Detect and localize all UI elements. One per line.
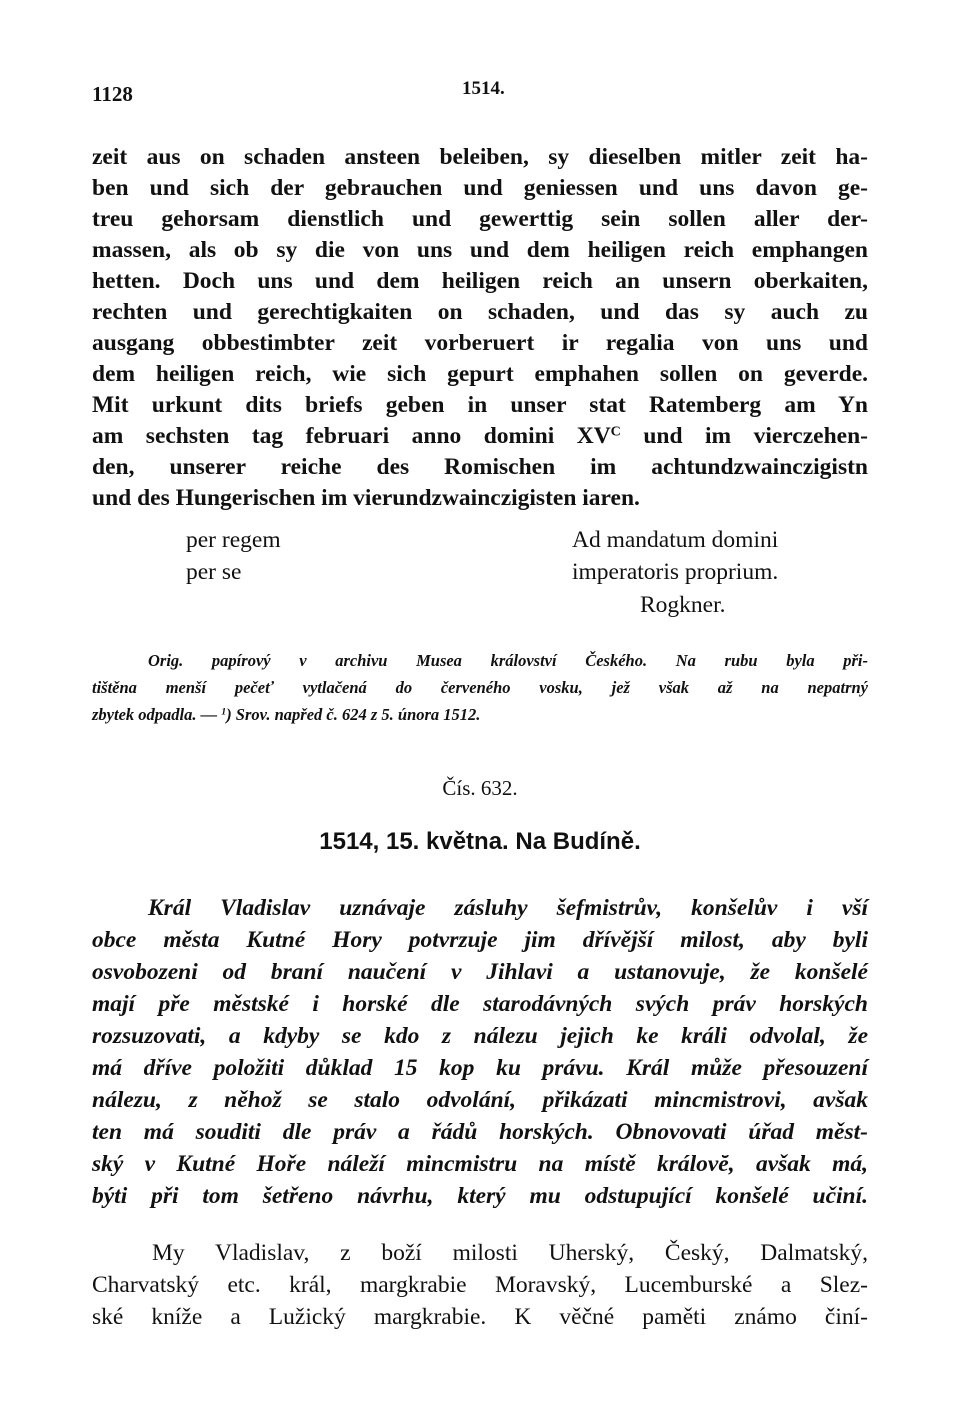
note-line bbox=[92, 701, 868, 728]
summary-line: mají pře městské i horské dle starodávných svých práv horských bbox=[92, 991, 868, 1017]
charter-line: ské kníže a Lužický margkrabie. K věčné paměti známo činí- bbox=[92, 1304, 868, 1330]
text-line: dem heiligen reich, wie sich gepurt emphahen sollen on geverde. bbox=[92, 361, 868, 387]
text-line: hetten. Doch uns und dem heiligen reich an unsern oberkaiten, bbox=[92, 268, 868, 294]
summary-line: má dříve položiti důklad 15 kop ku právu. Král může přesouzení bbox=[92, 1055, 868, 1081]
footnote-marker: 1 bbox=[221, 706, 227, 718]
text-line: und des Hungerischen im vierundzwainczigisten iaren. bbox=[92, 485, 640, 511]
german-text bbox=[92, 142, 868, 514]
text-segment: und im vierczehen- bbox=[620, 423, 868, 449]
text-line: treu gehorsam dienstlich und gewerttig sein sollen aller der- bbox=[92, 206, 868, 232]
signatory-name: Rogkner. bbox=[640, 592, 726, 618]
note-line: tištěna menší pečeť vytlačená do červeného vosku, jež však až na nepatrný bbox=[92, 678, 868, 697]
running-head: 1514. bbox=[462, 78, 505, 99]
text-segment: am sechsten tag februari anno domini XV bbox=[92, 423, 611, 449]
page-number: 1128 bbox=[92, 82, 133, 106]
charter-line: My Vladislav, z boží milosti Uherský, Český, Dalmatský, bbox=[152, 1240, 868, 1266]
charter-text bbox=[92, 1237, 868, 1333]
text-line: Mit urkunt dits briefs geben in unser stat Ratemberg am Yn bbox=[92, 392, 868, 418]
text-line: zeit aus on schaden ansteen beleiben, sy dieselben mitler zeit ha- bbox=[92, 144, 868, 170]
text-segment: zbytek odpadla. — bbox=[92, 705, 222, 724]
text-line bbox=[92, 421, 868, 452]
archival-note bbox=[92, 647, 868, 728]
charter-line: Charvatský etc. král, margkrabie Moravský, Lucemburské a Slez- bbox=[92, 1272, 868, 1298]
summary-line: ten má souditi dle práv a řádů horských. Obnovovati úřad měst- bbox=[92, 1119, 868, 1145]
signature-line: per regem bbox=[186, 527, 281, 553]
summary-line: obce města Kutné Hory potvrzuje jim dřívější milost, aby byli bbox=[92, 927, 868, 953]
summary-line: ský v Kutné Hoře náleží mincmistru na místě královĕ, avšak má, bbox=[92, 1151, 868, 1177]
text-line: ausgang obbestimbter zeit vorberuert ir regalia von uns und bbox=[92, 330, 868, 356]
signature-line: per se bbox=[186, 559, 242, 585]
signature-line: Ad mandatum domini bbox=[572, 527, 779, 553]
summary-line: rozsuzovati, a kdyby se kdo z nálezu jejich ke králi odvolal, že bbox=[92, 1023, 868, 1049]
note-line: Orig. papírový v archivu Musea království Českého. Na rubu byla při- bbox=[148, 651, 868, 670]
summary-line: býti při tom šetřeno návrhu, který mu odstupující konšelé učiní. bbox=[92, 1183, 868, 1209]
text-line: den, unserer reiche des Romischen im achtundzwainczigistn bbox=[92, 454, 868, 480]
document-date-place: 1514, 15. května. Na Budíně. bbox=[319, 828, 641, 855]
summary-line: Král Vladislav uznávaje zásluhy šefmistrův, konšelův i vší bbox=[148, 895, 868, 921]
summary-line: nálezu, z něhož se stalo odvolání, přikázati mincmistrovi, avšak bbox=[92, 1087, 868, 1113]
document-number: Čís. 632. bbox=[442, 776, 518, 800]
text-segment: ) Srov. napřed č. 624 z 5. února 1512. bbox=[226, 705, 481, 724]
signature-left bbox=[186, 524, 281, 588]
text-line: rechten und gerechtigkaiten on schaden, und das sy auch zu bbox=[92, 299, 868, 325]
text-line: massen, als ob sy die von uns und dem heiligen reich emphangen bbox=[92, 237, 868, 263]
summary-line: osvobozeni od braní naučení v Jihlavi a ustanovuje, že konšelé bbox=[92, 959, 868, 985]
text-line: ben und sich der gebrauchen und geniessen und uns davon ge- bbox=[92, 175, 868, 201]
document-summary bbox=[92, 892, 868, 1212]
signature-right bbox=[572, 524, 778, 588]
signature-line: imperatoris proprium. bbox=[572, 559, 779, 585]
superscript: C bbox=[610, 423, 621, 440]
